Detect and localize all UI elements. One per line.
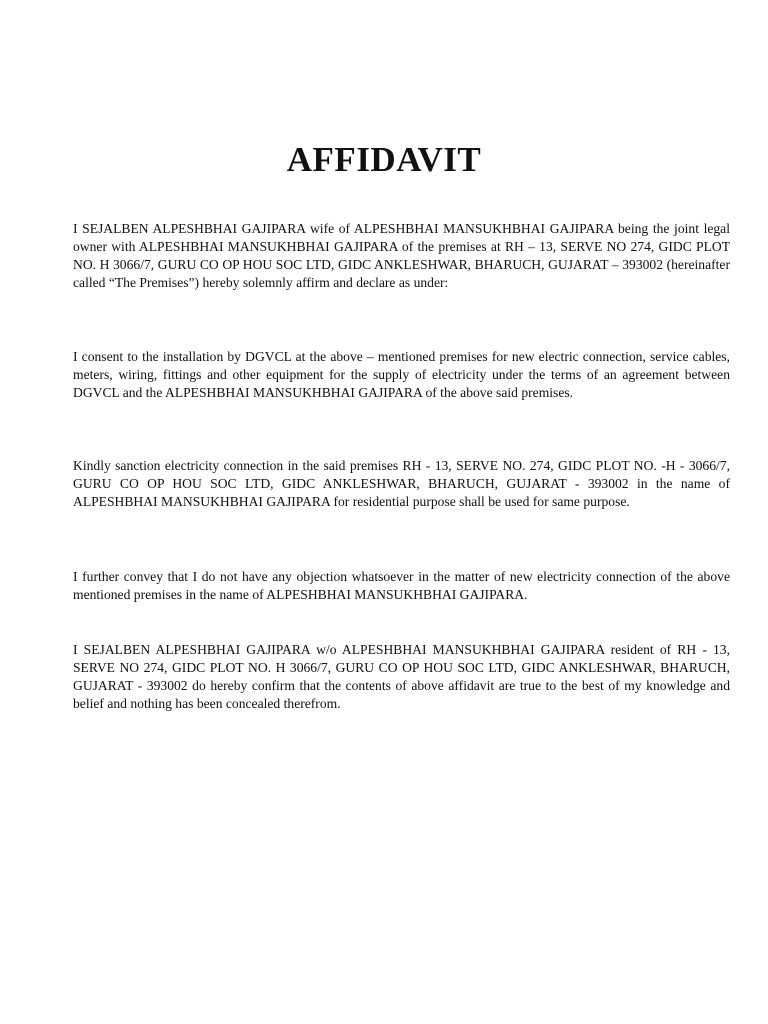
paragraph-no-objection: I further convey that I do not have any objection whatsoever in the matter of new electricity connection of the above mentioned premises in the name of ALPESHBHAI MANSUKHBHAI GAJIPARA.	[73, 569, 730, 602]
paragraph-confirmation: I SEJALBEN ALPESHBHAI GAJIPARA w/o ALPESHBHAI MANSUKHBHAI GAJIPARA resident of RH - 13, SERVE NO 274, GIDC PLOT NO. H 3066/7, GURU CO OP HOU SOC LTD, GIDC ANKLESHWAR, BHARUCH, GUJARAT - 393002 do hereby confirm that the contents of above affidavit are true to the best of my knowledge and belief and nothing has been concealed therefrom.	[73, 642, 730, 711]
paragraph-sanction-request: Kindly sanction electricity connection in the said premises RH - 13, SERVE NO. 274, GIDC PLOT NO. -H - 3066/7, GURU CO OP HOU SOC LTD, GIDC ANKLESHWAR, BHARUCH, GUJARAT - 393002 in the name of ALPESHBHAI MANSUKHBHAI GAJIPARA for residential purpose shall be used for same purpose.	[73, 458, 730, 509]
document-title: AFFIDAVIT	[286, 140, 482, 179]
paragraph-declaration: I SEJALBEN ALPESHBHAI GAJIPARA wife of ALPESHBHAI MANSUKHBHAI GAJIPARA being the joint legal owner with ALPESHBHAI MANSUKHBHAI GAJIPARA of the premises at RH – 13, SERVE NO 274, GIDC PLOT NO. H 3066/7, GURU CO OP HOU SOC LTD, GIDC ANKLESHWAR, BHARUCH, GUJARAT – 393002 (hereinafter called “The Premises”) hereby solemnly affirm and declare as under:	[73, 221, 730, 290]
paragraph-consent: I consent to the installation by DGVCL at the above – mentioned premises for new electric connection, service cables, meters, wiring, fittings and other equipment for the supply of electricity under the terms of an agreement between DGVCL and the ALPESHBHAI MANSUKHBHAI GAJIPARA of the above said premises.	[73, 349, 730, 400]
